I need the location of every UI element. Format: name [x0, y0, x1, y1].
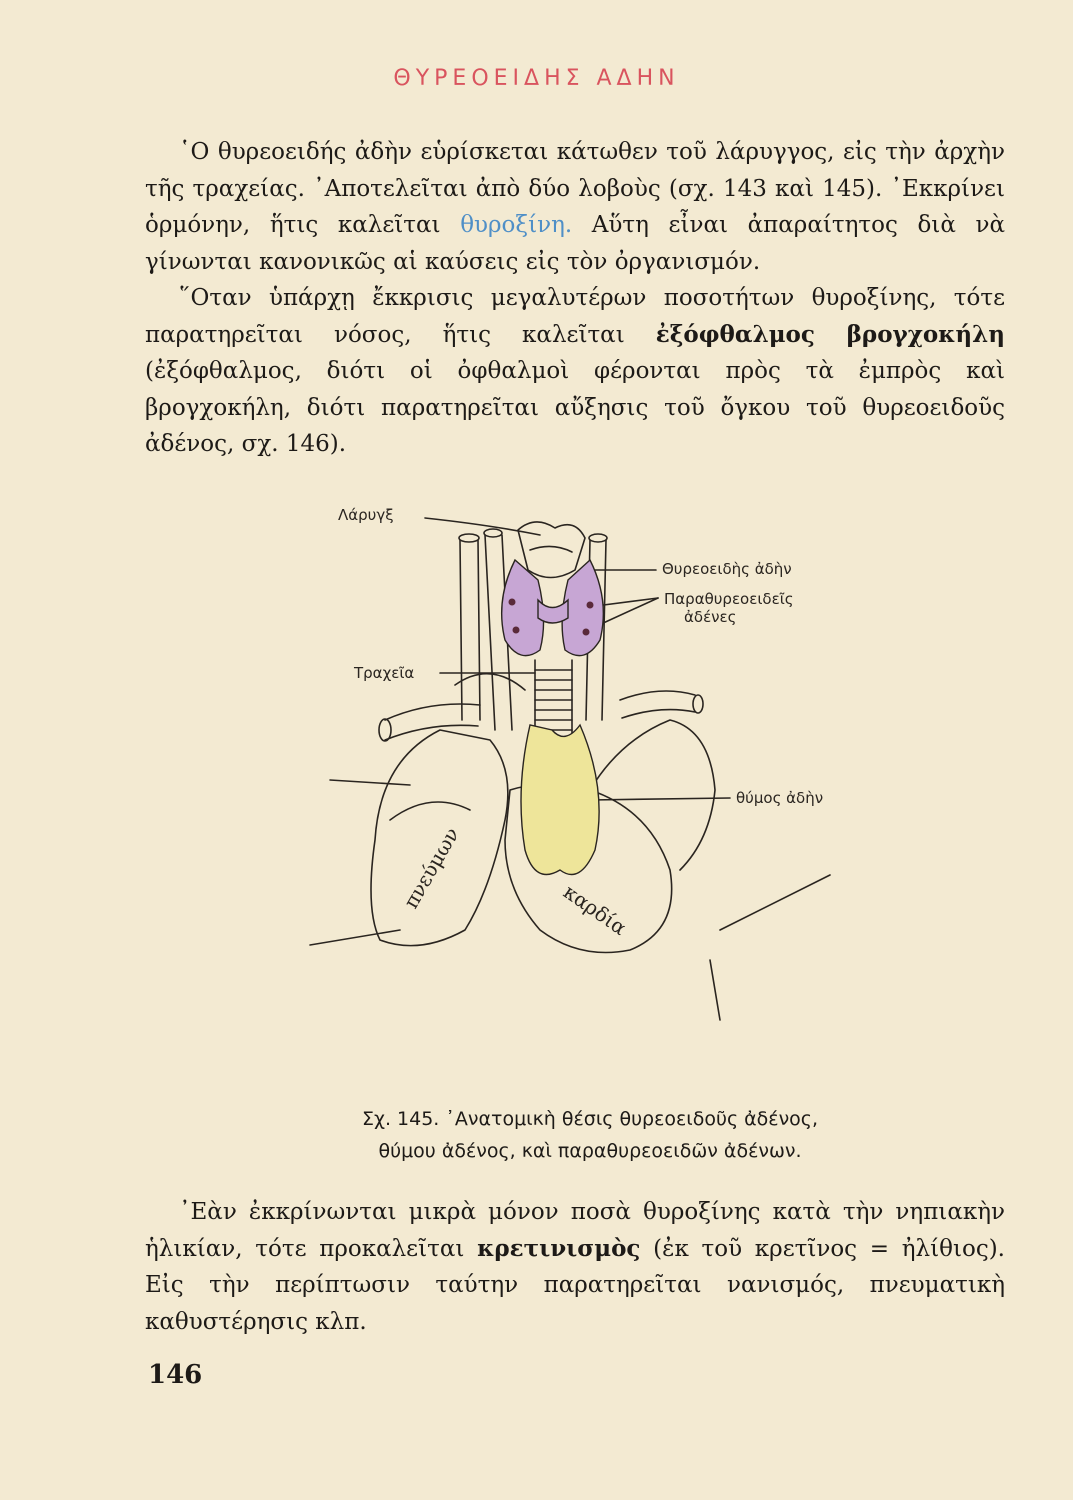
thymus-gland — [521, 725, 599, 875]
paragraph-intro-text-end: Αὕτη εἶναι ἀπαραίτητος διὰ νὰ γίνωνται κανονικῶς αἱ καύσεις εἰς τὸν ὀργανισμόν. — [145, 212, 1005, 275]
right-pointer — [720, 875, 830, 930]
left-jugular-top — [484, 529, 502, 537]
label-trachea: Τραχεῖα — [354, 664, 415, 682]
left-carotid-artery — [460, 540, 480, 720]
right-carotid-top — [589, 534, 607, 542]
label-thymus: θύμος ἀδὴν — [736, 789, 824, 807]
paragraph-intro-text: ῾Ο θυρεοειδής ἀδὴν εὑρίσκεται κάτωθεν τοῦ λάρυγγος, εἰς τὴν ἀρχὴν τῆς τραχείας. ᾽Αποτελεῖται ἀπὸ δύο λοβοὺς (σχ. 143 καὶ 145). ᾽Εκκρίνει ὁρμόνην, ἥτις καλεῖται — [145, 139, 1005, 238]
term-exophthalmic-goiter: ἐξόφθαλμος βρογχοκήλη — [655, 320, 1005, 348]
lung-pointer — [330, 780, 410, 785]
paragraph-cretinism-text-end: (ἐκ τοῦ κρετῖνος = ἠλίθιος). Εἰς τὴν περίπτωσιν ταύτην παρατηρεῖται νανισμός, πνευματικὴ καθυστέρησις κλπ. — [145, 1235, 1005, 1335]
right-subclavian-artery — [620, 691, 695, 718]
larynx — [518, 522, 585, 578]
caption-line-2: θύμου ἀδένος, καὶ παραθυρεοειδῶν ἀδένων. — [378, 1140, 802, 1162]
caption-line-1: Σχ. 145. ᾽Ανατομικὴ θέσις θυρεοειδοῦς ἀδένος, — [361, 1108, 818, 1130]
parathyroid-dot — [583, 629, 590, 636]
thyroid-isthmus — [538, 600, 568, 623]
paragraph-intro — [145, 134, 1005, 280]
term-thyroxine: θυροξίνη. — [460, 212, 573, 238]
page-title: ΘΥΡΕΟΕΙΔΗΣ ΑΔΗΝ — [393, 66, 680, 91]
parathyroid-dot — [513, 627, 520, 634]
paragraph-goiter-text-end: (ἐξόφθαλμος, διότι οἱ ὀφθαλμοὶ φέρονται πρὸς τὰ ἐμπρὸς καὶ βρογχοκήλη, διότι παρατηρεῖται αὔξησις τοῦ ὄγκου τοῦ θυρεοειδοῦς ἀδένος, σχ. 146). — [145, 358, 1005, 457]
aortic-arch — [455, 674, 525, 690]
paragraph-cretinism-text: ᾽Εὰν ἐκκρίνωνται μικρὰ μόνον ποσὰ θυροξίνης κατὰ τὴν νηπιακὴν ἡλικίαν, τότε προκαλεῖται — [145, 1199, 1005, 1262]
label-parathyroid-1: Παραθυρεοειδεῖς — [664, 590, 794, 608]
left-carotid-top — [459, 534, 479, 542]
label-larynx: Λάρυγξ — [338, 506, 394, 524]
label-parathyroid-2: ἀδένες — [684, 608, 737, 626]
figure-caption — [330, 1103, 850, 1167]
parathyroid-dot — [587, 602, 594, 609]
term-cretinism: κρετινισμὸς — [477, 1234, 641, 1262]
bottom-pointer — [710, 960, 720, 1020]
paragraph-goiter-text: ῞Οταν ὑπάρχῃ ἔκκρισις μεγαλυτέρων ποσοτήτων θυροξίνης, τότε παρατηρεῖται νόσος, ἥτις καλεῖται — [145, 285, 1005, 348]
paragraph-cretinism — [145, 1194, 1005, 1340]
anatomy-figure — [290, 490, 870, 1050]
label-thyroid: Θυρεοειδὴς ἀδὴν — [662, 560, 792, 578]
lung-label: πνεύμων — [398, 823, 464, 913]
paragraph-goiter — [145, 280, 1005, 463]
page-number: 146 — [148, 1360, 203, 1390]
heart-label: καρδία — [559, 879, 632, 940]
parathyroid-dot — [509, 599, 516, 606]
